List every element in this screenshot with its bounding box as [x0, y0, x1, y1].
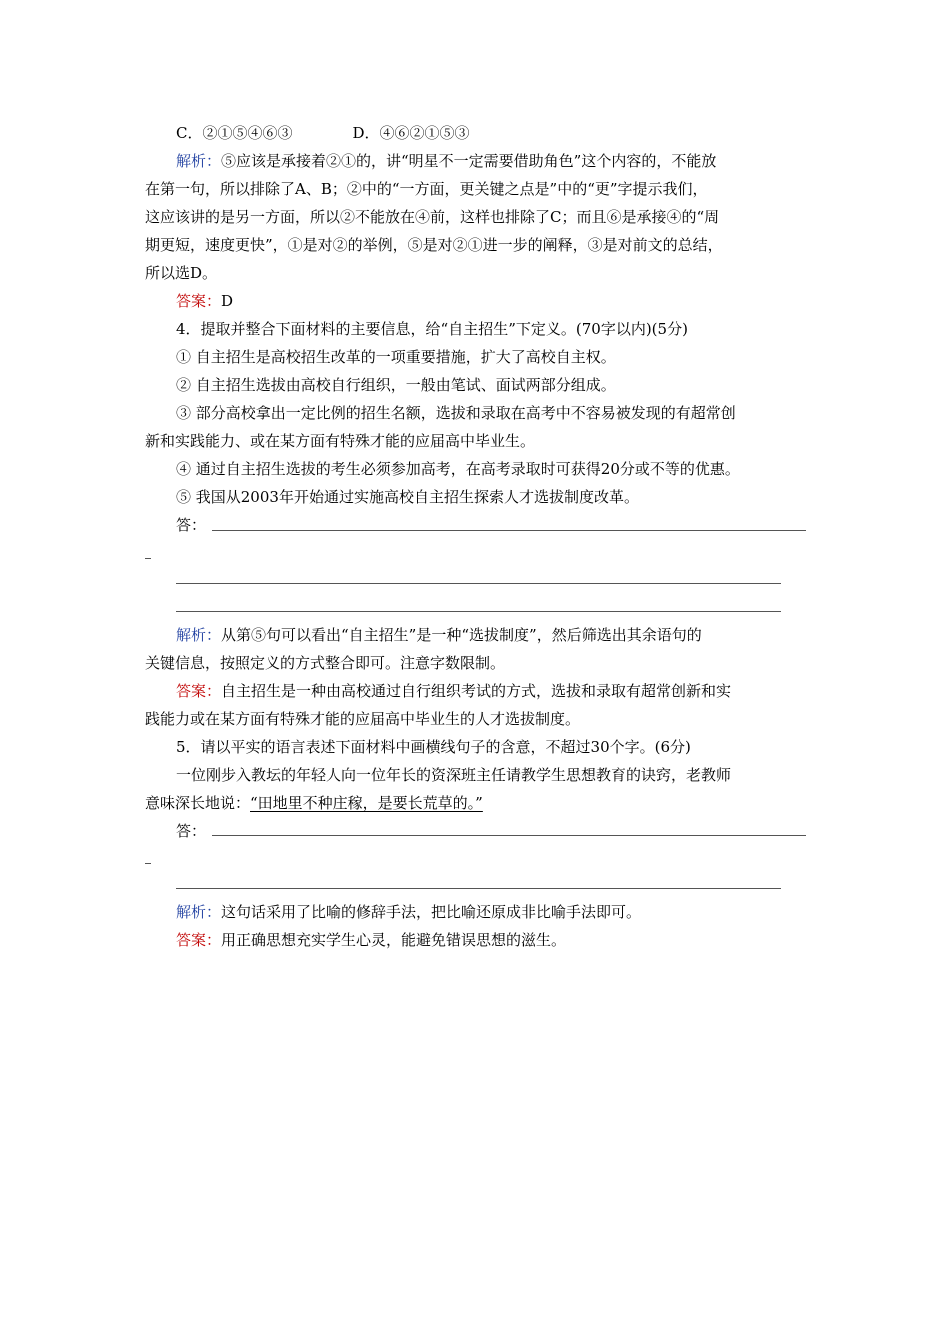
q4-answer-line-end: [145, 558, 151, 559]
q4-analysis-label: 解析：: [176, 626, 222, 644]
q3-analysis-label: 解析：: [176, 152, 222, 170]
q5-analysis: 解析：这句话采用了比喻的修辞手法，把比喻还原成非比喻手法即可。: [176, 903, 642, 921]
q4-answer-line[interactable]: [176, 611, 781, 612]
q3-answer-label: 答案：: [176, 292, 222, 310]
q3-analysis-line: 解析：⑤应该是承接着②①的，讲“明星不一定需要借助角色”这个内容的，不能放: [176, 152, 717, 170]
q5-analysis-label: 解析：: [176, 903, 222, 921]
q5-answer-line-end: [145, 863, 151, 864]
q3-analysis-line: 所以选D。: [145, 264, 218, 282]
q5-answer-prompt: 答：: [176, 822, 207, 840]
q5-underlined-sentence: “田地里不种庄稼，是要长荒草的。”: [250, 794, 483, 812]
q4-analysis-line: 关键信息，按照定义的方式整合即可。注意字数限制。: [145, 654, 506, 672]
q4-answer-line[interactable]: [176, 583, 781, 584]
q3-analysis-line: 这应该讲的是另一方面，所以②不能放在④前，这样也排除了C；而且⑥是承接④的“周: [145, 208, 720, 226]
q5-material-line: 一位刚步入教坛的年轻人向一位年长的资深班主任请教学生思想教育的诀窍，老教师: [176, 766, 732, 784]
q4-material-3-cont: 新和实践能力、或在某方面有特殊才能的应届高中毕业生。: [145, 432, 536, 450]
q5-material-line: 意味深长地说：“田地里不种庄稼，是要长荒草的。”: [145, 794, 483, 812]
q4-answer-line[interactable]: [212, 530, 806, 531]
q4-answer-label: 答案：: [176, 682, 222, 700]
q4-analysis-line: 解析：从第⑤句可以看出“自主招生”是一种“选拔制度”，然后筛选出其余语句的: [176, 626, 702, 644]
q5-stem: 5．请以平实的语言表述下面材料中画横线句子的含意，不超过30个字。(6分): [176, 738, 691, 756]
q3-option-c: C．②①⑤④⑥③: [176, 124, 293, 142]
q3-analysis-line: 在第一句，所以排除了A、B；②中的“一方面，更关键之点是”中的“更”字提示我们，: [145, 180, 708, 198]
q4-answer-prompt: 答：: [176, 516, 207, 534]
q4-material-2: ② 自主招生选拔由高校自行组织，一般由笔试、面试两部分组成。: [176, 376, 616, 394]
q3-answer: 答案：D: [176, 292, 234, 310]
q3-analysis-line: 期更短，速度更快”，①是对②的举例，⑤是对②①进一步的阐释，③是对前文的总结，: [145, 236, 723, 254]
q5-answer: 答案：用正确思想充实学生心灵，能避免错误思想的滋生。: [176, 931, 567, 949]
q4-material-4: ④ 通过自主招生选拔的考生必须参加高考，在高考录取时可获得20分或不等的优惠。: [176, 460, 740, 478]
q5-answer-line[interactable]: [176, 888, 781, 889]
q4-stem: 4．提取并整合下面材料的主要信息，给“自主招生”下定义。(70字以内)(5分): [176, 320, 688, 338]
q4-material-5: ⑤ 我国从2003年开始通过实施高校自主招生探索人才选拔制度改革。: [176, 488, 639, 506]
q5-answer-label: 答案：: [176, 931, 222, 949]
q4-material-3: ③ 部分高校拿出一定比例的招生名额，选拔和录取在高考中不容易被发现的有超常创: [176, 404, 736, 422]
q4-answer-line-text: 践能力或在某方面有特殊才能的应届高中毕业生的人才选拔制度。: [145, 710, 581, 728]
q5-answer-line[interactable]: [212, 835, 806, 836]
q3-option-d: D．④⑥②①⑤③: [352, 124, 470, 142]
q3-options: [176, 123, 810, 143]
q4-material-1: ① 自主招生是高校招生改革的一项重要措施，扩大了高校自主权。: [176, 348, 616, 366]
q4-answer-line-text: 答案：自主招生是一种由高校通过自行组织考试的方式，选拔和录取有超常创新和实: [176, 682, 732, 700]
